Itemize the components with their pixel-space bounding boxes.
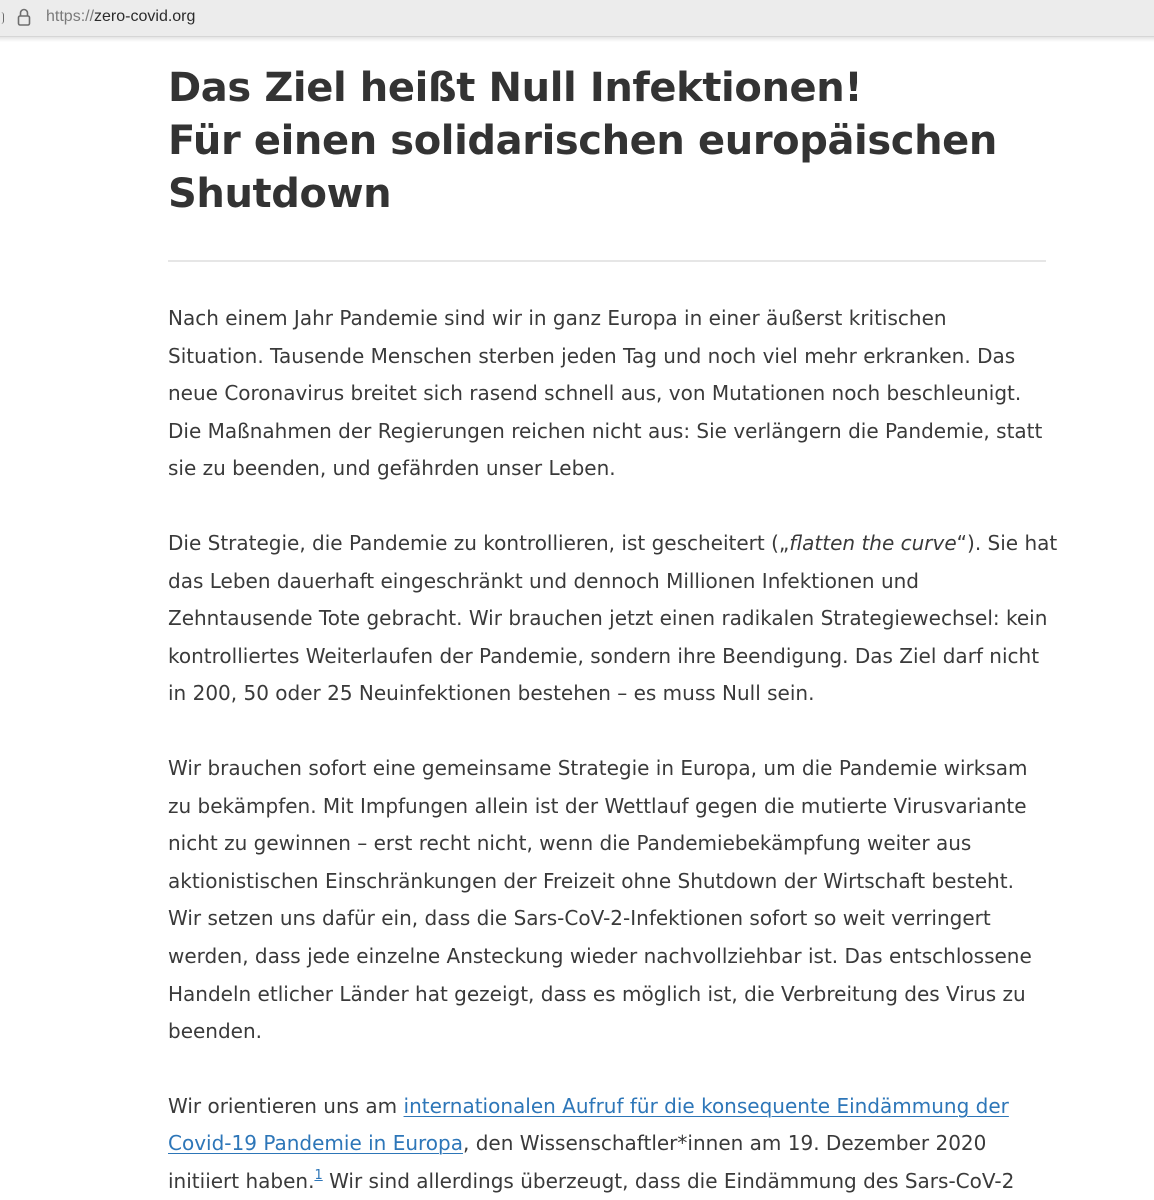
paragraph-1-line: Situation. Tausende Menschen sterben jeden Tag und noch viel mehr erkranken. Das bbox=[168, 343, 1016, 368]
browser-address-bar[interactable] bbox=[0, 0, 1154, 37]
paragraph-3-line: werden, dass jede einzelne Ansteckung wieder nachvollziehbar ist. Das entschlossene bbox=[168, 943, 1032, 968]
paragraph-4 bbox=[168, 1088, 1048, 1200]
title-line-3: Shutdown bbox=[168, 171, 392, 217]
title-line-2: Für einen solidarischen europäischen bbox=[168, 118, 997, 164]
paragraph-3 bbox=[168, 750, 1048, 1051]
paragraph-3-line: nicht zu gewinnen – erst recht nicht, wenn die Pandemiebekämpfung weiter aus bbox=[168, 831, 972, 856]
paragraph-1-line: neue Coronavirus breitet sich rasend schnell aus, von Mutationen noch beschleunigt. bbox=[168, 381, 1022, 406]
paragraph-1-line: Die Maßnahmen der Regierungen reichen nicht aus: Sie verlängern die Pandemie, statt bbox=[168, 418, 1043, 443]
paragraph-3-line: Wir brauchen sofort eine gemeinsame Strategie in Europa, um die Pandemie wirksam bbox=[168, 755, 1028, 780]
appeal-link[interactable]: internationalen Aufruf für die konsequente Eindämmung der bbox=[403, 1093, 1009, 1118]
url-text[interactable] bbox=[46, 8, 195, 26]
paragraph-2-text: “). Sie hat bbox=[956, 530, 1058, 555]
sidebar-edge-icon bbox=[0, 12, 4, 24]
paragraph-2-line: kontrolliertes Weiterlaufen der Pandemie, sondern ihre Beendigung. Das Ziel darf nicht bbox=[168, 643, 1040, 668]
paragraph-4-line bbox=[168, 1163, 1048, 1200]
url-scheme: https:// bbox=[46, 8, 95, 25]
paragraph-4-text: Wir orientieren uns am bbox=[168, 1093, 404, 1118]
paragraph-4-line bbox=[168, 1125, 1048, 1163]
toolbar-shadow bbox=[0, 37, 1154, 42]
paragraph-2-line: in 200, 50 oder 25 Neuinfektionen bestehen – es muss Null sein. bbox=[168, 681, 815, 706]
url-host: zero-covid.org bbox=[94, 8, 196, 25]
paragraph-3-line: aktionistischen Einschränkungen der Freizeit ohne Shutdown der Wirtschaft besteht. bbox=[168, 868, 1014, 893]
title-line-1: Das Ziel heißt Null Infektionen! bbox=[168, 65, 863, 111]
paragraph-2-text: Die Strategie, die Pandemie zu kontrollieren, ist gescheitert („ bbox=[168, 530, 790, 555]
paragraph-2-emphasis: flatten the curve bbox=[789, 530, 957, 555]
paragraph-3-line: zu bekämpfen. Mit Impfungen allein ist der Wettlauf gegen die mutierte Virusvariante bbox=[168, 793, 1027, 818]
paragraph-4-text: , den Wissenschaftler*innen am 19. Dezember 2020 bbox=[462, 1131, 987, 1156]
paragraph-3-line: Wir setzen uns dafür ein, dass die Sars-CoV-2-Infektionen sofort so weit verringert bbox=[168, 906, 991, 931]
paragraph-3-line: beenden. bbox=[168, 1019, 263, 1044]
paragraph-4-text: Wir sind allerdings überzeugt, dass die Eindämmung des Sars-CoV-2 bbox=[322, 1168, 1015, 1193]
lock-icon bbox=[17, 7, 31, 27]
paragraph-2-line: das Leben dauerhaft eingeschränkt und dennoch Millionen Infektionen und bbox=[168, 568, 919, 593]
paragraph-1 bbox=[168, 300, 1048, 488]
paragraph-3-line: Handeln etlicher Länder hat gezeigt, dass es möglich ist, die Verbreitung des Virus zu bbox=[168, 981, 1026, 1006]
article bbox=[168, 62, 1058, 1200]
appeal-link-continued[interactable]: Covid-19 Pandemie in Europa bbox=[168, 1131, 463, 1156]
paragraph-1-line: Nach einem Jahr Pandemie sind wir in ganz Europa in einer äußerst kritischen bbox=[168, 306, 947, 330]
footnote-ref bbox=[314, 1168, 322, 1183]
footnote-link[interactable]: 1 bbox=[314, 1167, 323, 1183]
paragraph-4-line bbox=[168, 1088, 1048, 1126]
title-divider bbox=[168, 260, 1046, 262]
paragraph-2-line bbox=[168, 525, 1058, 563]
paragraph-2-line: Zehntausende Tote gebracht. Wir brauchen jetzt einen radikalen Strategiewechsel: kein bbox=[168, 606, 1048, 631]
paragraph-1-line: sie zu beenden, und gefährden unser Leben. bbox=[168, 456, 616, 481]
page-title bbox=[168, 62, 1048, 221]
paragraph-4-text: initiiert haben. bbox=[168, 1168, 315, 1193]
paragraph-2 bbox=[168, 525, 1058, 713]
